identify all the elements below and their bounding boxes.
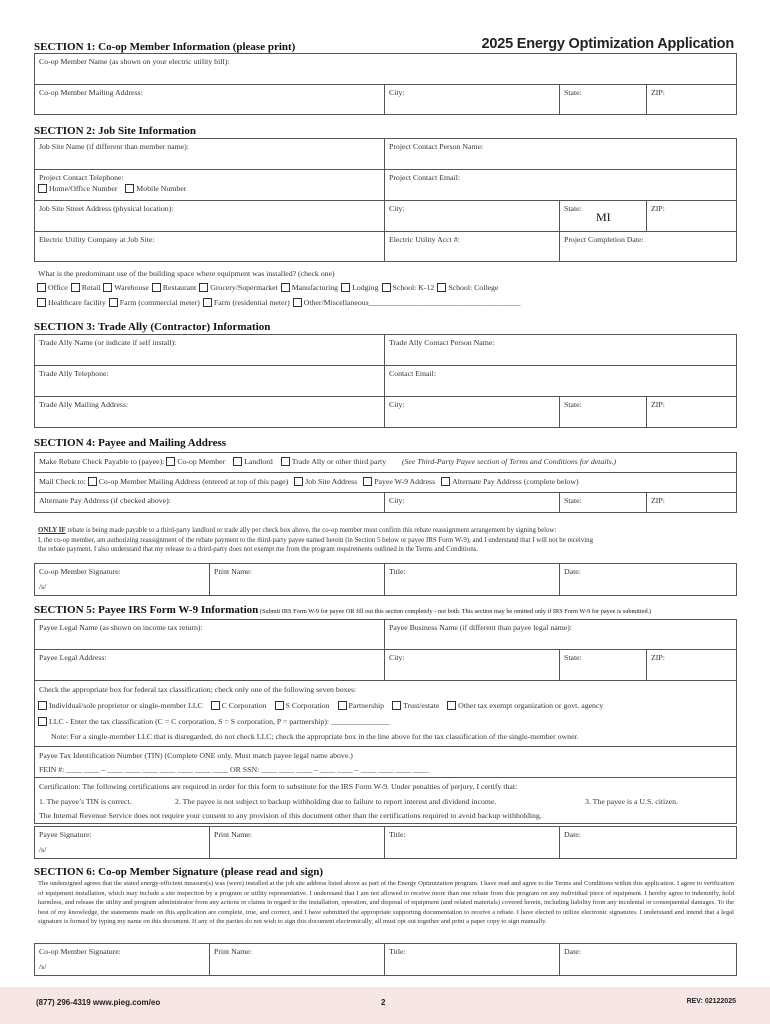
section-5-note: (Submit IRS Form W-9 for payee OR fill out this section completely - not both. This section may be omitted only if IRS Form W-9 for payee is submitted.) — [258, 608, 652, 615]
payee-signature-field[interactable] — [35, 827, 210, 859]
section-1-table — [34, 53, 737, 115]
application-title: 2025 Energy Optimization Application — [481, 36, 734, 52]
tax-class-checkbox[interactable] — [392, 701, 401, 710]
tax-class-option — [38, 701, 203, 710]
mail-to-label: Co-op Member Mailing Address (entered at top of this page) — [98, 477, 289, 486]
trade-ally-contact-field[interactable]: Trade Ally Contact Person Name: — [385, 335, 737, 366]
trade-ally-city-field[interactable]: City: — [385, 397, 560, 428]
date-field-4[interactable]: Date: — [560, 564, 737, 596]
payee-option — [281, 457, 386, 466]
payee-checkbox[interactable] — [233, 457, 242, 466]
member-signature-field-6[interactable] — [35, 944, 210, 976]
mail-to-label: Payee W-9 Address — [374, 477, 436, 486]
trade-ally-zip-field[interactable]: ZIP: — [647, 397, 737, 428]
reassignment-text — [38, 526, 734, 555]
section-6-signature-table — [34, 943, 737, 976]
cert-item-1: 1. The payee’s TIN is correct. — [39, 797, 132, 806]
building-use-label: Restaurant — [162, 283, 197, 292]
mobile-label: Mobile Number — [136, 184, 187, 193]
payee-state-field[interactable]: State: — [560, 650, 647, 681]
reassignment-line-3: the rebate payment. I also understand that my release to a third-party does not exempt me from the program requirements outlined in the Terms and Conditions. — [38, 546, 479, 554]
trade-ally-state-field[interactable]: State: — [560, 397, 647, 428]
mail-to-checkbox[interactable] — [88, 477, 97, 486]
fein-ssn-field[interactable]: FEIN #: ____ ____ – ____ ____ ____ ____ ____ ____ ____ OR SSN: ____ ____ ____ – ____ ____ – ____ ____ ____ ____ — [39, 765, 429, 774]
section-5-signature-table — [34, 826, 737, 859]
title-field-4[interactable]: Title: — [385, 564, 560, 596]
completion-date-field[interactable]: Project Completion Date: — [560, 232, 737, 262]
mobile-checkbox[interactable] — [125, 184, 134, 193]
tax-class-label: Other tax exempt organization or govt. agency — [458, 701, 604, 710]
reassignment-line-1: rebate is being made payable to a third-party landlord or trade ally per check box above, the co-op member must confirm this rebate reassignment arrangement by signing below: — [65, 527, 557, 534]
section-3-heading: SECTION 3: Trade Ally (Contractor) Information — [34, 321, 271, 333]
building-use-option — [71, 283, 101, 292]
mail-to-label: Alternate Pay Address (complete below) — [452, 477, 579, 486]
tax-class-label: Trust/estate — [403, 701, 440, 710]
trade-ally-name-field[interactable]: Trade Ally Name (or indicate if self install): — [35, 335, 385, 366]
section-5-heading — [34, 604, 651, 616]
llc-note: Note: For a single-member LLC that is disregarded, do not check LLC; check the appropriate box in the line above for the tax classification of the single-member owner. — [51, 732, 579, 741]
page-number: 2 — [381, 998, 386, 1007]
tax-class-label: Partnership — [348, 701, 385, 710]
member-zip-field[interactable]: ZIP: — [647, 85, 737, 115]
section-5-title: SECTION 5: Payee IRS Form W-9 Information — [34, 604, 259, 616]
title-field-5[interactable]: Title: — [385, 827, 560, 859]
building-use-label: Lodging — [352, 283, 379, 292]
payee-label: Trade Ally or other third party — [291, 457, 387, 466]
tax-class-checkbox[interactable] — [447, 701, 456, 710]
reassignment-line-2: I, the co-op member, am authorizing reassignment of the rebate payment to the third-party payee named herein (in Section 5 below or payee IRS Form W-9), and I understand that I will not be receiving — [38, 536, 594, 544]
job-site-zip-field[interactable]: ZIP: — [647, 201, 737, 232]
tax-class-options — [38, 701, 611, 710]
tin-label: Payee Tax Identification Number (TIN) (Complete ONE only. Must match payee legal name above.) — [39, 751, 353, 760]
building-use-checkbox[interactable] — [203, 298, 212, 307]
payable-note: (See Third-Party Payee section of Terms and Conditions for details.) — [401, 457, 617, 466]
project-contact-phone-field[interactable] — [35, 170, 385, 201]
only-if-label: ONLY IF — [38, 527, 66, 534]
building-use-checkbox[interactable] — [37, 283, 46, 292]
building-use-checkbox[interactable] — [293, 298, 302, 307]
mail-to-option — [441, 477, 578, 486]
building-use-option — [293, 298, 521, 307]
tax-class-question: Check the appropriate box for federal tax classification; check only one of the following seven boxes: — [39, 685, 357, 694]
building-use-option — [37, 298, 106, 307]
job-site-state-value: MI — [596, 210, 611, 224]
tax-class-checkbox[interactable] — [211, 701, 220, 710]
certification-text: Certification: The following certifications are required in order for this form to substitute for the IRS Form W-9. Under penalties of perjury, I certify that: — [39, 782, 518, 791]
llc-label: LLC - Enter the tax classification (C = C corporation, S = S corporation, P = partnership): _______________ — [49, 717, 390, 726]
payee-option — [233, 457, 273, 466]
payee-legal-name-field[interactable]: Payee Legal Name (as shown on income tax return): — [35, 620, 385, 650]
tax-class-label: Individual/sole proprietor or single-member LLC — [49, 701, 203, 710]
building-use-label: Manufacturing — [291, 283, 339, 292]
building-use-checkbox[interactable] — [199, 283, 208, 292]
tax-class-checkbox[interactable] — [338, 701, 347, 710]
mail-to-label: Job Site Address — [305, 477, 358, 486]
alt-city-field[interactable]: City: — [385, 493, 560, 513]
payee-label: Co-op Member — [177, 457, 226, 466]
section-2-heading: SECTION 2: Job Site Information — [34, 125, 196, 137]
member-mailing-field[interactable]: Co-op Member Mailing Address: — [35, 85, 385, 115]
utility-acct-field[interactable]: Electric Utility Acct #: — [385, 232, 560, 262]
tin-block — [35, 747, 737, 778]
project-contact-phone-label: Project Contact Telephone: — [39, 173, 124, 182]
building-use-checkbox[interactable] — [103, 283, 112, 292]
payee-row — [35, 453, 737, 473]
member-city-field[interactable]: City: — [385, 85, 560, 115]
tax-class-block — [35, 681, 737, 747]
tax-class-label: C Corporation — [221, 701, 267, 710]
cert-item-3: 3. The payee is a U.S. citizen. — [585, 797, 678, 806]
building-use-label: Retail — [81, 283, 101, 292]
building-use-label: Healthcare facility — [48, 298, 106, 307]
mail-to-option — [88, 477, 288, 486]
member-agreement-text: The undersigned agrees that the stated energy-efficient measure(s) was (were) installed at the job site address listed above as part of the Energy Optimization program. I have read and agree to the Terms and Conditions within this application. I agree to verification of equipment installation, which may include a site inspection by a program or utility representative. I understand that I am not allowed to receive more than one rebate from this program on any individual piece of equipment. I hereby agree to indemnify, hold harmless, and release the utility and program administrator from any actions or claims in regard to the installation, operation, and disposal of equipment (and related materials) covered herein, including liability from any incidental or consequential damages. To the best of my knowledge, the statements made on this application are complete, true, and correct, and I have submitted the appropriate supporting documentation to receive a rebate. I have elected to utilize electronic signatures. I understand and intend that a legal signature is formed by typing my name on this document. If any of the parties do not wish to sign this document electronically, all must opt out together and print a paper copy to sign manually. — [38, 880, 734, 926]
irs-consent-text: The Internal Revenue Service does not require your consent to any provision of this document other than the certifications required to avoid backup withholding. — [39, 811, 542, 820]
section-3-table — [34, 334, 737, 428]
building-use-option — [437, 283, 498, 292]
section-4-table — [34, 452, 737, 513]
payable-label: Make Rebate Check Payable to (payee): — [39, 457, 165, 466]
member-name-field[interactable]: Co-op Member Name (as shown on your electric utility bill): — [35, 54, 737, 85]
payee-zip-field[interactable]: ZIP: — [647, 650, 737, 681]
revision: REV: 02122025 — [686, 998, 736, 1005]
footer-contact: (877) 296-4319 www.pieg.com/eo — [36, 998, 161, 1007]
llc-row — [38, 717, 390, 726]
building-use-checkbox[interactable] — [109, 298, 118, 307]
certification-block — [35, 778, 737, 824]
print-name-field-6[interactable]: Print Name: — [210, 944, 385, 976]
mail-check-label: Mail Check to: — [39, 477, 86, 486]
mail-to-option — [294, 477, 357, 486]
building-use-row-2 — [37, 298, 524, 307]
building-use-row-1 — [37, 283, 501, 292]
mail-to-checkbox[interactable] — [363, 477, 372, 486]
signature-label: Co-op Member Signature: — [39, 947, 121, 956]
building-use-label: Other/Miscellaneous_______________________________________ — [303, 298, 521, 307]
tax-class-checkbox[interactable] — [38, 701, 47, 710]
building-use-option — [37, 283, 68, 292]
signature-mark: /s/ — [39, 962, 47, 971]
building-use-label: Farm (residential meter) — [213, 298, 290, 307]
date-field-5[interactable]: Date: — [560, 827, 737, 859]
building-use-label: Grocery/Supermarket — [210, 283, 278, 292]
project-contact-email-field[interactable]: Project Contact Email: — [385, 170, 737, 201]
building-use-option — [281, 283, 338, 292]
section-5-table — [34, 619, 737, 824]
tax-class-checkbox[interactable] — [275, 701, 284, 710]
building-use-option — [199, 283, 278, 292]
tax-class-option — [338, 701, 385, 710]
project-contact-name-field[interactable]: Project Contact Person Name: — [385, 139, 737, 170]
job-site-state-label: State: — [564, 204, 582, 213]
job-site-name-field[interactable]: Job Site Name (if different than member name): — [35, 139, 385, 170]
print-name-field-5[interactable]: Print Name: — [210, 827, 385, 859]
section-6-heading: SECTION 6: Co-op Member Signature (please read and sign) — [34, 866, 324, 878]
mail-options — [88, 477, 585, 486]
mail-to-checkbox[interactable] — [294, 477, 303, 486]
utility-company-field[interactable]: Electric Utility Company at Job Site: — [35, 232, 385, 262]
mail-to-checkbox[interactable] — [441, 477, 450, 486]
trade-ally-phone-field[interactable]: Trade Ally Telephone: — [35, 366, 385, 397]
llc-checkbox[interactable] — [38, 717, 47, 726]
mail-check-row — [35, 473, 737, 493]
building-use-checkbox[interactable] — [152, 283, 161, 292]
signature-label: Co-op Member Signature: — [39, 567, 121, 576]
tax-class-option — [392, 701, 439, 710]
building-use-option — [109, 298, 200, 307]
building-use-question: What is the predominant use of the building space where equipment was installed? (check one) — [38, 269, 335, 278]
tax-class-label: S Corporation — [285, 701, 330, 710]
payable-options — [166, 457, 394, 466]
building-use-label: Office — [48, 283, 68, 292]
alt-state-field[interactable]: State: — [560, 493, 647, 513]
signature-mark: /s/ — [39, 845, 47, 854]
section-4-signature-table — [34, 563, 737, 596]
building-use-option — [103, 283, 148, 292]
payee-business-name-field[interactable]: Payee Business Name (if different than payee legal name): — [385, 620, 737, 650]
tax-class-option — [211, 701, 267, 710]
tax-class-option — [275, 701, 330, 710]
building-use-checkbox[interactable] — [37, 298, 46, 307]
building-use-option — [152, 283, 196, 292]
building-use-checkbox[interactable] — [341, 283, 350, 292]
job-site-city-field[interactable]: City: — [385, 201, 560, 232]
section-2-table — [34, 138, 737, 262]
signature-mark: /s/ — [39, 582, 47, 591]
alt-zip-field[interactable]: ZIP: — [647, 493, 737, 513]
payee-city-field[interactable]: City: — [385, 650, 560, 681]
building-use-checkbox[interactable] — [71, 283, 80, 292]
building-use-checkbox[interactable] — [382, 283, 391, 292]
footer — [0, 987, 770, 1024]
job-site-street-field[interactable]: Job Site Street Address (physical location): — [35, 201, 385, 232]
mail-to-option — [363, 477, 435, 486]
print-name-field-4[interactable]: Print Name: — [210, 564, 385, 596]
payee-address-field[interactable]: Payee Legal Address: — [35, 650, 385, 681]
date-field-6[interactable]: Date: — [560, 944, 737, 976]
section-4-heading: SECTION 4: Payee and Mailing Address — [34, 437, 227, 449]
title-field-6[interactable]: Title: — [385, 944, 560, 976]
section-1-heading: SECTION 1: Co-op Member Information (please print) — [34, 41, 296, 53]
cert-item-2: 2. The payee is not subject to backup withholding due to failure to report interest and dividend income. — [175, 797, 497, 806]
payee-checkbox[interactable] — [281, 457, 290, 466]
building-use-label: Warehouse — [114, 283, 149, 292]
home-office-checkbox[interactable] — [38, 184, 47, 193]
payee-option — [166, 457, 225, 466]
trade-ally-mailing-field[interactable]: Trade Ally Mailing Address: — [35, 397, 385, 428]
building-use-label: Farm (commercial meter) — [119, 298, 200, 307]
building-use-option — [382, 283, 435, 292]
tax-class-option — [447, 701, 603, 710]
building-use-label: School: College — [448, 283, 499, 292]
building-use-label: School: K-12 — [392, 283, 435, 292]
signature-label: Payee Signature: — [39, 830, 92, 839]
alt-address-field[interactable]: Alternate Pay Address (if checked above): — [35, 493, 385, 513]
building-use-checkbox[interactable] — [281, 283, 290, 292]
building-use-option — [341, 283, 378, 292]
member-signature-field-4[interactable] — [35, 564, 210, 596]
payee-checkbox[interactable] — [166, 457, 175, 466]
payee-label: Landlord — [244, 457, 273, 466]
building-use-checkbox[interactable] — [437, 283, 446, 292]
home-office-label: Home/Office Number — [49, 184, 118, 193]
trade-ally-email-field[interactable]: Contact Email: — [385, 366, 737, 397]
member-state-field[interactable]: State: — [560, 85, 647, 115]
building-use-option — [203, 298, 290, 307]
